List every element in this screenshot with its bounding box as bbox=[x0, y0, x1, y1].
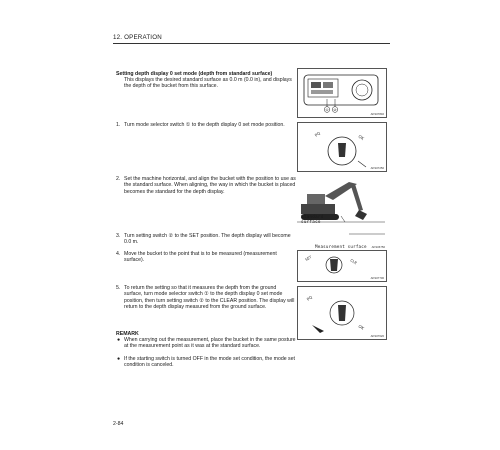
bullet-dot-1: ● bbox=[117, 337, 121, 343]
step-5-text: To return the setting so that it measures the depth from the ground surface, turn mode selector switch ① to the depth display 0 set mode position, then turn setting switch ② to the CLEAR position. The display will return to the depth display measured from the ground surface. bbox=[124, 285, 295, 310]
remark-bullet-1: When carrying out the measurement, place the bucket in the same posture at the measurement point as it was at the standard surface. bbox=[124, 337, 296, 350]
remark-bullet-2: If the starting switch is turned OFF in the mode set condition, the mode set condition is canceled. bbox=[124, 356, 295, 369]
bullet-dot-2: ● bbox=[117, 356, 121, 362]
standard-surface-label bbox=[301, 215, 324, 224]
figure-clear-switch bbox=[297, 286, 387, 340]
standard-surface-label-1: Standard bbox=[301, 214, 324, 219]
callout-1: ① bbox=[325, 108, 329, 112]
excavator-illustration bbox=[297, 176, 385, 236]
remark-title: REMARK bbox=[116, 331, 139, 337]
figure-code: AKS07700 bbox=[370, 276, 384, 280]
standard-surface-label-2: surface bbox=[301, 218, 321, 224]
callout-2: ② bbox=[333, 108, 337, 112]
figure-setting-switch bbox=[297, 250, 387, 282]
figure-code: AKS07620 bbox=[370, 334, 384, 338]
measurement-surface-label: Measurement surface bbox=[315, 244, 367, 249]
mode-selector-illustration bbox=[298, 123, 386, 171]
clear-switch-illustration bbox=[298, 287, 386, 339]
figure-code: AKS06750 bbox=[371, 245, 385, 249]
step-1-text: Turn mode selector switch ① to the depth display 0 set mode position. bbox=[124, 122, 285, 128]
step-2-text: Set the machine horizontal, and align the bucket with the position to use as the standard surface. When aligning, the way in which the bucket is placed becomes the standard for the depth display. bbox=[124, 176, 296, 195]
intro-title: Setting depth display 0 set mode (depth from standard surface) bbox=[116, 71, 273, 77]
svg-text:SET: SET bbox=[304, 255, 313, 262]
svg-text:CLR: CLR bbox=[349, 258, 358, 266]
figure-monitor-panel bbox=[297, 68, 387, 118]
step-1-number: 1. bbox=[116, 122, 121, 128]
figure-mode-selector bbox=[297, 122, 387, 172]
step-5-number: 5. bbox=[116, 285, 121, 291]
step-3-number: 3. bbox=[116, 233, 121, 239]
page-number: 2-84 bbox=[113, 421, 124, 427]
step-4-text: Move the bucket to the point that is to be measured (measurement surface). bbox=[124, 251, 277, 264]
figure-code: AKS07840 bbox=[370, 112, 384, 116]
figure-excavator bbox=[297, 176, 385, 252]
figure-code: AKS07250 bbox=[370, 166, 384, 170]
header-rule bbox=[113, 43, 390, 44]
svg-text:PQ: PQ bbox=[313, 130, 322, 138]
step-3-text: Turn setting switch ② to the SET position. The depth display will become 0.0 m. bbox=[124, 233, 291, 246]
section-title: 12. OPERATION bbox=[113, 34, 162, 41]
svg-text:PQ: PQ bbox=[305, 294, 314, 302]
step-2-number: 2. bbox=[116, 176, 121, 182]
step-4-number: 4. bbox=[116, 251, 121, 257]
svg-text:OK: OK bbox=[357, 323, 366, 331]
intro-body: This displays the desired standard surface as 0.0 m (0.0 in), and displays the depth of the bucket from this surface. bbox=[124, 77, 292, 90]
svg-text:OK: OK bbox=[357, 133, 366, 142]
monitor-panel-illustration bbox=[298, 69, 386, 117]
